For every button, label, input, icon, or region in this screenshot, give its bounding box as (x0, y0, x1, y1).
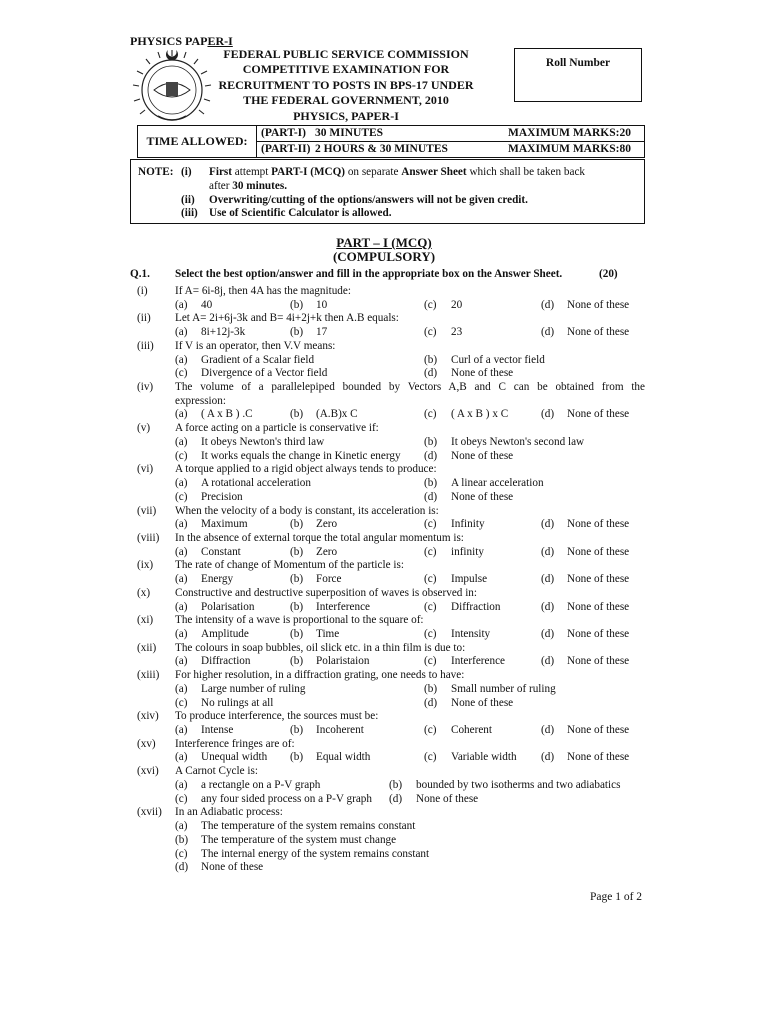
option-text: The internal energy of the system remains constant (201, 847, 430, 860)
option-letter: (c) (175, 792, 188, 805)
option-text: Polarisation (201, 600, 255, 613)
options-row (0, 750, 768, 764)
option-text: It obeys Newton's second law (451, 435, 585, 448)
option-text: 20 (451, 298, 463, 311)
option-letter: (b) (389, 778, 403, 791)
option-letter: (c) (424, 724, 437, 737)
option-text: None of these (567, 326, 630, 339)
paper-label: PHYSICS PAPER-I (130, 34, 233, 48)
options-row (0, 517, 768, 531)
options-row (0, 833, 768, 847)
option-letter: (a) (175, 628, 188, 640)
option-text: Zero (316, 545, 338, 558)
options-row (0, 819, 768, 833)
question-number: (v) (137, 422, 151, 435)
option-text: Polaristaion (316, 655, 370, 668)
option-letter: (d) (175, 861, 189, 874)
option-text: None of these (567, 600, 630, 613)
option-letter: (a) (175, 655, 188, 668)
options-row (0, 723, 768, 737)
header-line: COMPETITIVE EXAMINATION FOR (242, 62, 450, 77)
option-letter: (d) (424, 490, 438, 503)
option-text: Gradient of a Scalar field (201, 353, 315, 366)
question-number: (xiv) (137, 710, 159, 723)
time-row: (PART-II) 2 HOURS & 30 MINUTES MAXIMUM MARKS:80 (261, 143, 631, 155)
option-text: None of these (567, 628, 630, 640)
question-text: A torque applied to a rigid object always tends to produce: (175, 463, 437, 476)
question-row (0, 764, 768, 778)
options-row (0, 435, 768, 449)
option-letter: (c) (175, 490, 188, 503)
option-text: None of these (567, 655, 630, 668)
option-text: None of these (451, 367, 514, 380)
option-letter: (d) (541, 751, 555, 764)
option-letter: (c) (175, 847, 188, 860)
option-letter: (c) (424, 573, 437, 586)
question-row (0, 311, 768, 325)
header-line: RECRUITMENT TO POSTS IN BPS-17 UNDER (218, 77, 474, 92)
option-text: 23 (451, 326, 463, 339)
option-letter: (d) (541, 545, 555, 558)
option-letter: (a) (175, 724, 188, 737)
option-letter: (a) (175, 435, 188, 448)
question-number: (x) (137, 586, 151, 599)
question-row (0, 380, 768, 394)
option-letter: (c) (424, 751, 437, 764)
question-heading: Q.1. Select the best option/answer and fill in the appropriate box on the Answer Sheet. (20) (130, 268, 618, 280)
option-text: Diffraction (451, 600, 501, 613)
options-row (0, 449, 768, 463)
option-text: bounded by two isotherms and two adiabatics (416, 778, 621, 791)
option-letter: (d) (541, 408, 555, 421)
option-text: A rotational acceleration (201, 477, 311, 490)
option-letter: (b) (290, 655, 304, 668)
question-number: (iii) (137, 339, 154, 352)
option-text: Infinity (451, 518, 485, 531)
option-text: any four sided process on a P-V graph (201, 792, 372, 805)
options-row (0, 366, 768, 380)
question-number: (iv) (137, 381, 154, 394)
option-letter: (d) (424, 367, 438, 380)
question-row (0, 641, 768, 655)
option-text: None of these (451, 449, 514, 462)
option-letter: (a) (175, 682, 188, 695)
option-text: Energy (201, 573, 234, 586)
option-text: A linear acceleration (451, 477, 544, 490)
option-text: The temperature of the system must change (201, 833, 397, 846)
question-number: (xv) (137, 737, 156, 750)
options-row (0, 325, 768, 339)
option-letter: (d) (389, 792, 403, 805)
question-text: A Carnot Cycle is: (175, 765, 258, 778)
option-letter: (c) (175, 449, 188, 462)
option-letter: (a) (175, 573, 188, 586)
option-text: None of these (567, 518, 630, 531)
option-letter: (a) (175, 353, 188, 366)
question-row (0, 805, 768, 819)
option-letter: (b) (175, 833, 189, 846)
option-text: The temperature of the system remains constant (201, 820, 416, 833)
option-text: infinity (451, 545, 484, 558)
question-text: When the velocity of a body is constant, its acceleration is: (175, 504, 439, 517)
emblem-icon (128, 46, 216, 128)
option-text: None of these (567, 573, 630, 586)
option-text: It works equals the change in Kinetic energy (201, 449, 401, 462)
option-letter: (a) (175, 751, 188, 764)
options-row (0, 572, 768, 586)
question-row (0, 339, 768, 353)
question-text: If A= 6i-8j, then 4A has the magnitude: (175, 285, 351, 297)
roll-number-box: Roll Number (514, 48, 642, 102)
option-letter: (b) (424, 477, 438, 490)
option-text: 17 (316, 326, 328, 339)
question-number: (ii) (137, 312, 151, 325)
option-letter: (c) (424, 326, 437, 339)
options-row (0, 407, 768, 421)
option-text: None of these (567, 545, 630, 558)
question-row (0, 284, 768, 298)
question-row (0, 421, 768, 435)
option-text: Amplitude (201, 628, 249, 640)
option-letter: (d) (424, 696, 438, 709)
option-text: Large number of ruling (201, 682, 306, 695)
note-i: First attempt PART-I (MCQ) on separate Answer Sheet which shall be taken back (209, 166, 585, 178)
question-row (0, 586, 768, 600)
question-number: (xvii) (137, 806, 162, 819)
option-letter: (d) (541, 655, 555, 668)
options-row (0, 682, 768, 696)
option-text: None of these (567, 724, 630, 737)
option-text: None of these (416, 792, 479, 805)
option-text: 8i+12j-3k (201, 326, 246, 339)
option-letter: (a) (175, 820, 188, 833)
question-row (0, 737, 768, 751)
option-letter: (c) (424, 600, 437, 613)
options-row (0, 792, 768, 806)
question-row (0, 613, 768, 627)
options-row (0, 545, 768, 559)
options-row (0, 490, 768, 504)
question-text: Let A= 2i+6j-3k and B= 4i+2j+k then A.B equals: (175, 312, 399, 325)
option-text: Impulse (451, 573, 488, 586)
question-text: To produce interference, the sources must be: (175, 710, 379, 723)
option-letter: (a) (175, 545, 188, 558)
option-letter: (a) (175, 408, 188, 421)
option-text: Zero (316, 518, 338, 531)
option-letter: (b) (290, 628, 304, 640)
question-number: (ix) (137, 559, 154, 572)
question-row (0, 531, 768, 545)
option-letter: (b) (424, 353, 438, 366)
question-number: (vi) (137, 463, 154, 476)
option-letter: (d) (424, 449, 438, 462)
header-title-block (216, 47, 476, 124)
option-letter: (c) (175, 367, 188, 380)
time-row: (PART-I) 30 MINUTES MAXIMUM MARKS:20 (257, 126, 644, 142)
question-row (0, 462, 768, 476)
option-text: None of these (567, 298, 630, 311)
options-row (0, 600, 768, 614)
option-text: 40 (201, 298, 213, 311)
time-allowed-label: TIME ALLOWED: (138, 126, 257, 157)
option-text: Maximum (201, 518, 248, 531)
option-letter: (c) (424, 408, 437, 421)
question-row (0, 558, 768, 572)
option-text: Interference (451, 655, 506, 668)
question-text: Interference fringes are of: (175, 737, 295, 750)
option-letter: (d) (541, 326, 555, 339)
option-text: Intensity (451, 628, 491, 640)
note-i-cont: after 30 minutes. (209, 180, 287, 192)
option-letter: (b) (290, 724, 304, 737)
option-text: No rulings at all (201, 696, 274, 709)
option-text: 10 (316, 298, 328, 311)
option-letter: (b) (290, 600, 304, 613)
option-text: Incoherent (316, 724, 364, 737)
option-letter: (b) (290, 326, 304, 339)
question-text: If V is an operator, then V.V means: (175, 339, 336, 352)
question-text: In the absence of external torque the total angular momentum is: (175, 531, 464, 544)
page-number: Page 1 of 2 (590, 891, 643, 903)
header-line: PHYSICS, PAPER-I (293, 108, 399, 123)
option-text: None of these (451, 696, 514, 709)
option-letter: (c) (424, 298, 437, 311)
option-text: None of these (451, 490, 514, 503)
note-ii: Overwriting/cutting of the options/answers will not be given credit. (209, 194, 528, 206)
option-letter: (d) (541, 518, 555, 531)
option-text: Variable width (451, 751, 517, 764)
question-number: (xiii) (137, 669, 160, 682)
question-text: In an Adiabatic process: (175, 806, 283, 819)
option-letter: (c) (424, 545, 437, 558)
option-text: Equal width (316, 751, 371, 764)
option-text: Unequal width (201, 751, 268, 764)
option-letter: (d) (541, 298, 555, 311)
header-line: THE FEDERAL GOVERNMENT, 2010 (243, 93, 449, 108)
options-row (0, 778, 768, 792)
option-text: Constant (201, 545, 241, 558)
option-letter: (d) (541, 600, 555, 613)
question-row (0, 668, 768, 682)
option-letter: (b) (290, 298, 304, 311)
option-letter: (a) (175, 778, 188, 791)
question-row (0, 394, 768, 408)
option-letter: (d) (541, 573, 555, 586)
option-letter: (a) (175, 477, 188, 490)
option-letter: (b) (290, 751, 304, 764)
note-box: NOTE: (i) First attempt PART-I (MCQ) on separate Answer Sheet which shall be taken back after 30 minutes. (ii) Overwriting/cutting of the options/answers will not be given credit. (iii) Use of Scientific Calculator is allowed. (130, 159, 645, 224)
question-number: (i) (137, 285, 148, 297)
option-letter: (a) (175, 600, 188, 613)
option-letter: (b) (290, 545, 304, 558)
option-text: It obeys Newton's third law (201, 435, 325, 448)
option-letter: (d) (541, 628, 555, 640)
question-number: (viii) (137, 531, 160, 544)
option-text: Curl of a vector field (451, 353, 545, 366)
option-letter: (a) (175, 518, 188, 531)
option-text: a rectangle on a P-V graph (201, 778, 321, 791)
question-row (0, 504, 768, 518)
option-letter: (c) (424, 655, 437, 668)
options-row (0, 654, 768, 668)
options-row (0, 847, 768, 861)
option-letter: (a) (175, 298, 188, 311)
question-number: (xvi) (137, 765, 159, 778)
options-row (0, 860, 768, 874)
option-letter: (c) (424, 628, 437, 640)
option-text: None of these (567, 408, 630, 421)
option-letter: (b) (290, 408, 304, 421)
option-text: Interference (316, 600, 371, 613)
header-line: FEDERAL PUBLIC SERVICE COMMISSION (223, 47, 469, 61)
question-row (0, 709, 768, 723)
question-text: Constructive and destructive superposition of waves is observed in: (175, 586, 478, 599)
option-text: None of these (567, 751, 630, 764)
question-text: A force acting on a particle is conservative if: (175, 422, 379, 435)
option-text: ( A x B ) .C (201, 408, 253, 421)
note-iii: Use of Scientific Calculator is allowed. (209, 207, 392, 219)
option-letter: (a) (175, 326, 188, 339)
option-letter: (d) (541, 724, 555, 737)
option-text: Time (316, 628, 340, 640)
option-text: Divergence of a Vector field (201, 367, 328, 380)
option-text: Intense (201, 724, 234, 737)
option-letter: (c) (424, 518, 437, 531)
option-text: ( A x B ) x C (451, 408, 509, 421)
option-text: Diffraction (201, 655, 251, 668)
question-text: expression: (175, 394, 226, 407)
question-text: The colours in soap bubbles, oil slick etc. in a thin film is due to: (175, 641, 466, 654)
question-number: (xi) (137, 614, 154, 627)
options-row (0, 353, 768, 367)
question-number: (xii) (137, 641, 157, 654)
option-text: Small number of ruling (451, 682, 556, 695)
options-row (0, 627, 768, 641)
question-text: The intensity of a wave is proportional to the square of: (175, 614, 424, 627)
option-text: Coherent (451, 724, 493, 737)
option-text: Force (316, 573, 342, 586)
question-number: (vii) (137, 504, 157, 517)
option-letter: (c) (175, 696, 188, 709)
option-text: None of these (201, 861, 264, 874)
option-text: Precision (201, 490, 243, 503)
options-row (0, 298, 768, 312)
question-text: The rate of change of Momentum of the particle is: (175, 559, 404, 572)
option-letter: (b) (290, 573, 304, 586)
part-title: PART – I (MCQ) (COMPULSORY) (332, 235, 436, 264)
option-letter: (b) (424, 682, 438, 695)
question-text: For higher resolution, in a diffraction grating, one needs to have: (175, 669, 465, 682)
options-row (0, 696, 768, 710)
option-letter: (b) (290, 518, 304, 531)
option-letter: (b) (424, 435, 438, 448)
time-allowed-table (137, 125, 645, 158)
options-row (0, 476, 768, 490)
option-text: (A.B)x C (316, 408, 358, 421)
question-text: The volume of a parallelepiped bounded by Vectors A,B and C can be obtained from the (175, 381, 645, 394)
